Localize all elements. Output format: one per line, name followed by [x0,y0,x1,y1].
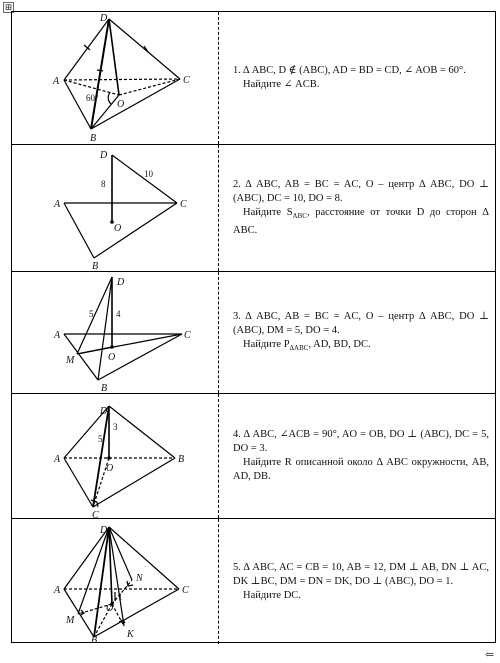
label-B: B [178,454,185,465]
label-B: B [90,133,97,144]
label-5: 5 [89,309,94,319]
label-O: O [117,99,125,110]
label-C: C [183,75,190,86]
problem-3-task-rest: , AD, BD, DC. [308,338,371,350]
problem-row-5 [12,519,495,644]
label-D: D [100,406,108,417]
label-M: M [66,355,75,366]
label-D: D [100,13,108,24]
label-5: 5 [98,434,103,444]
label-N: N [136,573,143,584]
problem-3-task [233,338,489,355]
pyramid-figure-2 [12,145,218,272]
text-cell-2 [219,145,495,271]
label-C: C [92,510,99,519]
label-C: C [180,199,187,210]
figure-cell-2 [12,145,219,271]
problem-row-1 [12,12,495,145]
label-1: 1 [118,592,123,602]
label-A: A [54,330,61,341]
figure-cell-1 [12,12,219,144]
footer-arrow-icon: ⇐ [485,649,495,661]
label-A: A [54,199,61,210]
label-B: B [101,383,108,394]
figure-cell-4 [12,394,219,518]
label-O: O [114,223,122,234]
text-cell-5 [219,519,495,644]
pyramid-figure-3 [12,272,218,394]
label-D: D [100,150,108,161]
pyramid-figure-1 [12,12,218,145]
angle-label: 60° [86,93,99,103]
problem-row-3 [12,272,495,394]
problem-2-statement: 2. Δ ABC, AB = BC = AC, O – центр Δ ABC, DO ⊥ (ABC), DC = 10, DO = 8. [233,179,489,205]
problem-1-statement: 1. Δ ABC, D ∉ (ABC), AD = BD = CD, ∠ AOB = 60°. [233,65,466,76]
problem-5-statement: 5. Δ ABC, AC = CB = 10, AB = 12, DM ⊥ AB, DN ⊥ AC, DK ⊥BC, DM = DN = DK, DO ⊥ (ABC), DO = 1. [233,561,489,587]
area-subscript: ABC [292,212,307,221]
problem-4-task: Найдите R описанной около Δ ABC окружности, AB, AD, DB. [233,457,489,482]
problem-2-task [233,206,489,237]
area-symbol: Найдите S [243,207,293,219]
problem-2-task-rest: , расстояние от точки D до сторон Δ ABC. [233,207,489,236]
label-C: C [184,330,191,341]
label-M: M [66,615,75,626]
text-cell-1 [219,12,495,144]
problem-row-4 [12,394,495,519]
figure-cell-5 [12,519,219,644]
perimeter-subscript: ΔABC [289,344,309,353]
problem-1-task: Найдите ∠ ACB. [243,79,320,90]
label-O: O [106,463,114,474]
text-cell-3 [219,272,495,393]
label-C: C [182,585,189,596]
problem-row-2 [12,145,495,272]
label-3: 3 [113,422,118,432]
label-O: O [106,603,114,614]
problem-5-task: Найдите DC. [243,589,301,601]
label-B: B [92,261,99,272]
label-K: K [127,629,134,640]
label-D: D [100,525,108,536]
problem-4-statement: 4. Δ ABC, ∠ACB = 90°, AO = OB, DO ⊥ (ABC), DC = 5, DO = 3. [233,429,489,454]
pyramid-figure-4 [12,394,218,519]
text-cell-4 [219,394,495,518]
label-4: 4 [116,309,121,319]
label-A: A [53,76,60,87]
problem-3-statement: 3. Δ ABC, AB = BC = AC, O – центр Δ ABC, DO ⊥ (ABC), DM = 5, DO = 4. [233,310,489,336]
problems-table [11,11,496,643]
selection-checkbox[interactable]: ⊞ [4,2,13,12]
label-8: 8 [101,179,106,189]
label-10: 10 [144,169,153,179]
perimeter-symbol: Найдите P [243,338,290,350]
pyramid-figure-5 [12,519,218,644]
label-A: A [54,585,61,596]
label-B: B [91,635,98,644]
figure-cell-3 [12,272,219,393]
label-A: A [54,454,61,465]
label-D: D [117,277,125,288]
label-O: O [108,352,116,363]
